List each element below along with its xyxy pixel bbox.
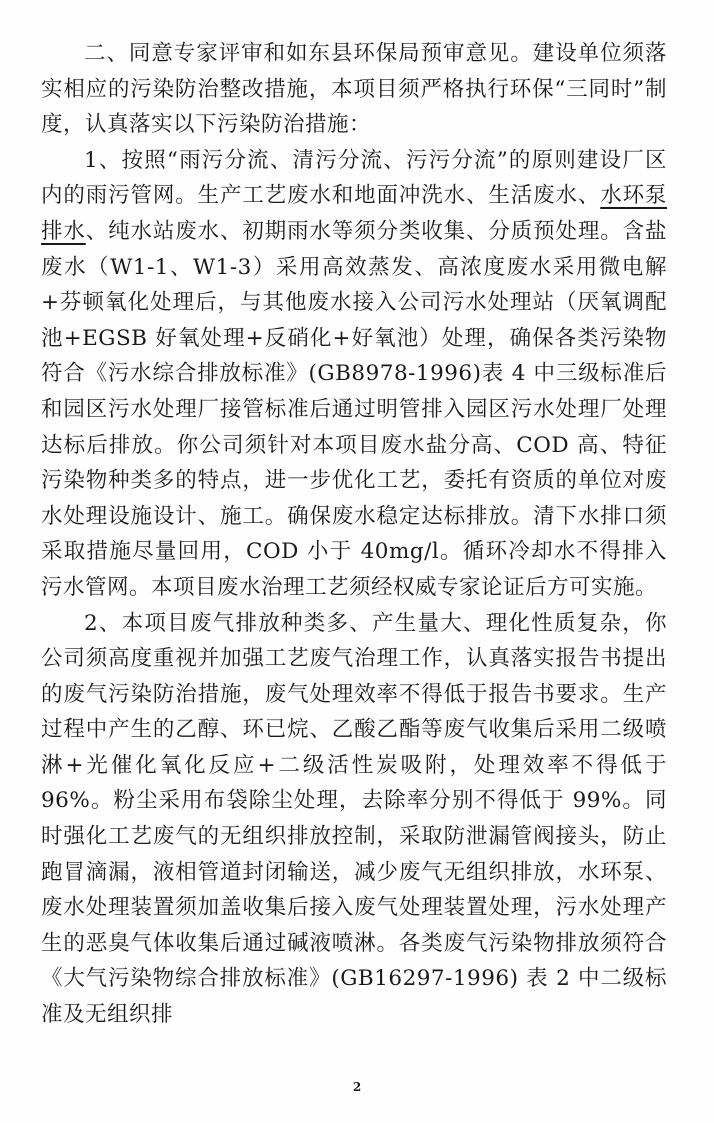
underlined-phrase: 水环泵排水	[41, 183, 667, 244]
paragraph-wastegas: 2、本项目废气排放种类多、产生量大、理化性质复杂，你公司须高度重视并加强工艺废气治理工作，认真落实报告书提出的废气污染防治措施，废气处理效率不得低于报告书要求。生产过程中产生的乙醇、环已烷、乙酸乙酯等废气收集后采用二级喷淋+光催化氧化反应+二级活性炭吸附，处理效率不得低于 96%。粉尘采用布袋除尘处理，去除率分别不得低于 99%。同时强化工艺废气的无组织排放控制，采取防泄漏管阀接头，防止跑冒滴漏，液相管道封闭输送，减少废气无组织排放，水环泵、废水处理装置须加盖收集后接入废气处理装置处理，污水处理产生的恶臭气体收集后通过碱液喷淋。各类废气污染物排放须符合《大气污染物综合排放标准》(GB16297-1996) 表 2 中二级标准及无组织排	[41, 610, 667, 1028]
paragraph-wastewater	[41, 143, 667, 606]
page-number: 2	[352, 1080, 362, 1094]
paragraph-wastewater-start: 1、按照“雨污分流、清污分流、污污分流”的原则建设厂区内的雨污管网。生产工艺废水和地面冲洗水、生活废水、	[41, 147, 667, 209]
paragraph-wastewater-rest: 、纯水站废水、初期雨水等须分类收集、分质预处理。含盐废水（W1-1、W1-3）采用高效蒸发、高浓度废水采用微电解+芬顿氧化处理后，与其他废水接入公司污水处理站（厌氧调配池+EGSB 好氧处理+反硝化+好氧池）处理，确保各类污染物符合《污水综合排放标准》(GB8978-1996)表 4 中三级标准后和园区污水处理厂接管标准后通过明管排入园区污水处理厂处理达标后排放。你公司须针对本项目废水盐分高、COD 高、特征污染物种类多的特点，进一步优化工艺，委托有资质的单位对废水处理设施设计、施工。确保废水稳定达标排放。清下水排口须采取措施尽量回用，COD 小于 40mg/l。循环冷却水不得排入污水管网。本项目废水治理工艺须经权威专家论证后方可实施。	[41, 218, 667, 600]
paragraph-approval: 二、同意专家评审和如东县环保局预审意见。建设单位须落实相应的污染防治整改措施，本项目须严格执行环保“三同时”制度，认真落实以下污染防治措施：	[41, 41, 667, 138]
document-body	[41, 36, 667, 1033]
